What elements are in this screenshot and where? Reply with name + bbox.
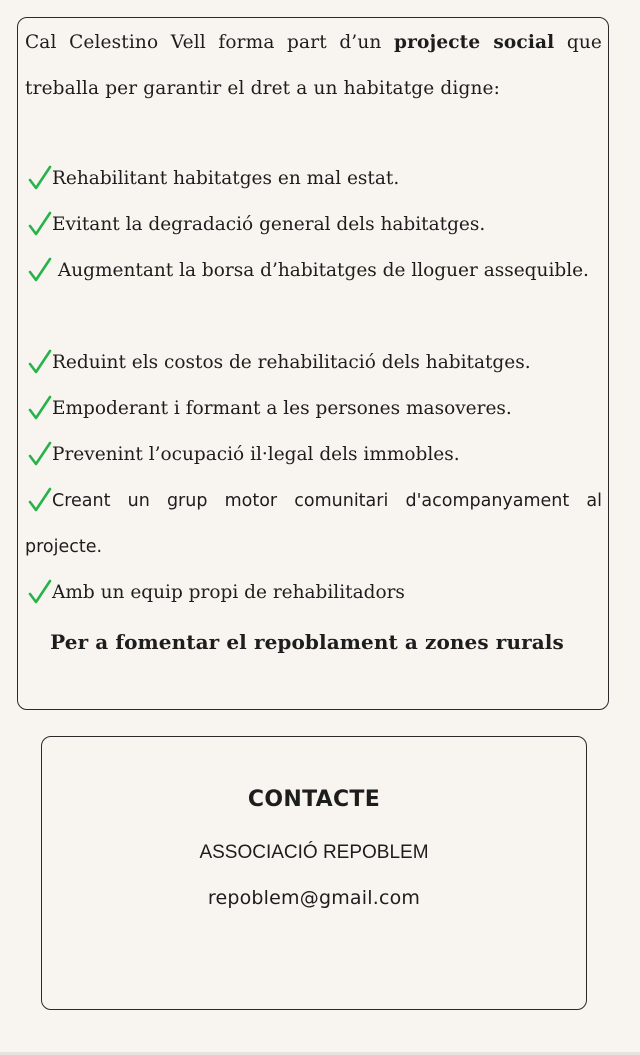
check-icon	[28, 395, 52, 421]
intro-text-before: Cal Celestino Vell forma part d’un	[25, 32, 394, 53]
check-icon	[28, 165, 52, 191]
intro-bold-text: projecte social	[394, 32, 555, 53]
list-item-text: Rehabilitant habitatges en mal estat.	[52, 168, 400, 189]
intro-text-after: que treballa per garantir el dret a un habitatge digne:	[25, 32, 602, 99]
list-item-text: Reduint els costos de rehabilitació dels habitatges.	[52, 352, 531, 373]
intro-paragraph	[25, 20, 602, 112]
list-item	[25, 340, 602, 386]
check-icon	[28, 257, 52, 283]
contact-email-link[interactable]: repoblem@gmail.com	[207, 887, 421, 909]
check-icon	[28, 579, 52, 605]
project-info-box	[17, 17, 609, 710]
check-icon	[28, 441, 52, 467]
list-item	[25, 432, 602, 478]
list-item	[25, 570, 602, 616]
contact-box	[41, 736, 587, 1010]
list-item-text: Empoderant i formant a les persones masoveres.	[52, 398, 512, 419]
list-item-text: Augmentant la borsa d’habitatges de lloguer assequible.	[52, 260, 589, 281]
contact-organization: ASSOCIACIÓ REPOBLEM	[199, 842, 429, 863]
list-item-text: Evitant la degradació general dels habitatges.	[52, 214, 486, 235]
contact-title: CONTACTE	[247, 787, 381, 812]
check-icon	[28, 349, 52, 375]
closing-statement: Per a fomentar el repoblament a zones rurals	[50, 630, 564, 654]
list-item	[25, 156, 602, 202]
list-item-text: Prevenint l’ocupació il·legal dels immobles.	[52, 444, 460, 465]
list-item	[25, 248, 602, 294]
list-item-text: Creant un grup motor comunitari d'acompanyament al projecte.	[25, 491, 602, 557]
list-item-text: Amb un equip propi de rehabilitadors	[52, 582, 405, 603]
list-item	[25, 478, 602, 570]
check-icon	[28, 211, 52, 237]
list-item	[25, 202, 602, 248]
list-item	[25, 386, 602, 432]
check-icon	[28, 487, 52, 513]
